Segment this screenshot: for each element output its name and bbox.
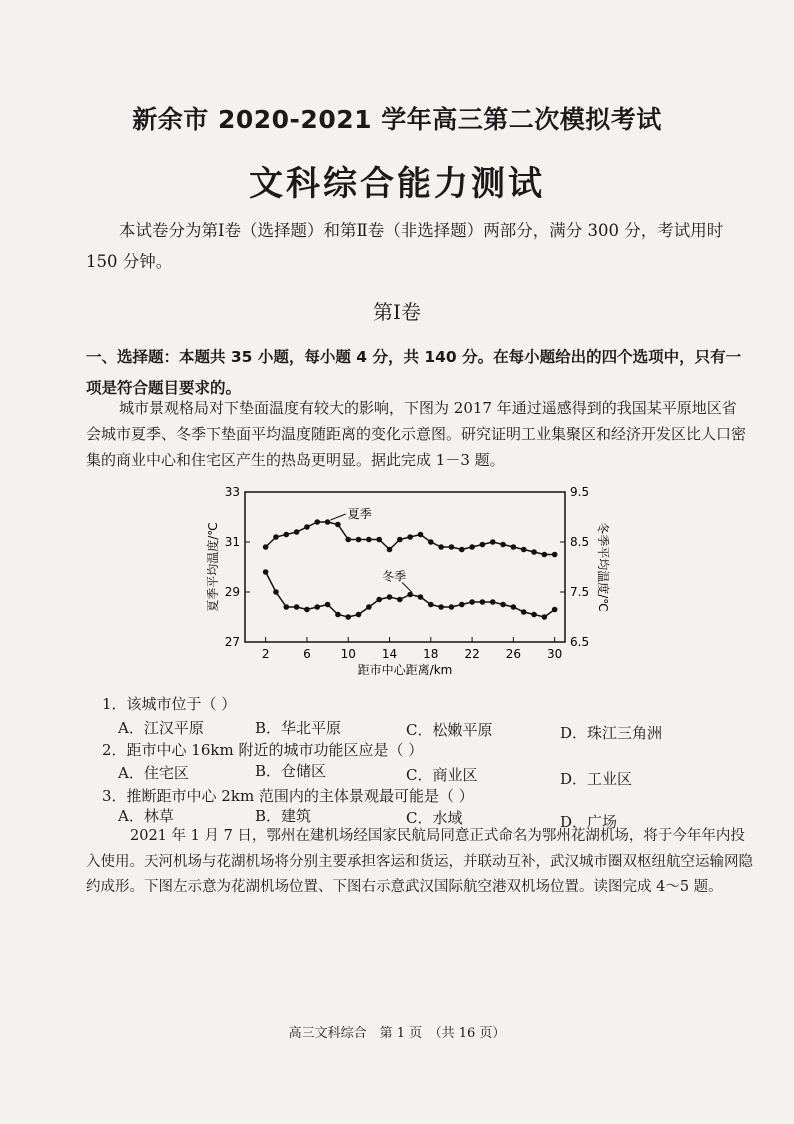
data-point	[459, 547, 465, 553]
data-point	[273, 534, 279, 540]
data-point	[449, 544, 455, 550]
x-tick-label: 2	[261, 647, 270, 661]
data-point	[480, 599, 486, 605]
q3-option-a: A．林草	[118, 807, 174, 825]
data-point	[521, 609, 527, 615]
data-point	[490, 599, 496, 605]
data-point	[263, 569, 269, 575]
data-point	[345, 614, 351, 620]
data-point	[480, 542, 486, 548]
data-point	[449, 604, 455, 610]
x-tick-label: 26	[505, 647, 522, 661]
winter-leader	[402, 583, 412, 593]
section-heading: 一、选择题：本题共 35 小题，每小题 4 分，共 140 分。在每小题给出的四个选项中，只有一项是符合题目要求的。	[86, 348, 742, 397]
data-point	[345, 537, 351, 543]
data-point	[376, 537, 382, 543]
data-point	[294, 529, 300, 535]
y-right-tick-label: 7.5	[570, 585, 590, 599]
data-point	[531, 549, 537, 555]
data-point	[490, 539, 496, 545]
data-point	[418, 532, 424, 538]
data-point	[314, 604, 320, 610]
data-point	[273, 589, 279, 595]
y-left-tick-label: 33	[224, 485, 240, 499]
q2-option-a: A．住宅区	[118, 764, 189, 782]
x-tick-label: 18	[423, 647, 439, 661]
chart-axes	[205, 485, 611, 677]
series-label-summer: 夏季	[347, 507, 372, 521]
data-point	[428, 539, 434, 545]
passage-1: 城市景观格局对下垫面温度有较大的影响，下图为 2017 年通过遥感得到的我国某平原地区省会城市夏季、冬季下垫面平均温度随距离的变化示意图。研究证明工业集聚区和经济开发区比人口密集的商业中心和住宅区产生的热岛更明显。据此完成 1－3 题。	[86, 399, 747, 469]
data-point	[304, 524, 310, 530]
y-right-tick-label: 9.5	[570, 485, 590, 499]
series-label-winter: 冬季	[382, 569, 407, 584]
x-tick-label: 30	[547, 647, 563, 661]
data-point	[511, 544, 517, 550]
data-point	[366, 604, 372, 610]
question-2-stem: 2．距市中心 16km 附近的城市功能区应是（ ）	[102, 741, 424, 759]
data-point	[552, 552, 558, 558]
q3-option-c: C．水域	[406, 809, 463, 827]
y-right-tick-label: 6.5	[570, 635, 590, 649]
data-point	[500, 542, 506, 548]
data-point	[407, 592, 413, 598]
q1-option-b: B．华北平原	[255, 719, 342, 737]
q3-option-b: B．建筑	[255, 807, 312, 825]
data-point	[521, 547, 527, 553]
data-point	[314, 519, 320, 525]
q2-option-d: D．工业区	[560, 770, 633, 788]
data-point	[500, 602, 506, 608]
q1-option-c: C．松嫩平原	[406, 721, 493, 739]
y-right-axis-label: 冬季平均温度/℃	[596, 522, 610, 612]
data-point	[356, 612, 362, 618]
data-point	[397, 537, 403, 543]
data-point	[542, 552, 548, 558]
data-point	[376, 597, 382, 603]
data-point	[511, 604, 517, 610]
y-left-tick-label: 31	[224, 535, 240, 549]
summer-leader	[331, 514, 346, 520]
question-3-stem: 3．推断距市中心 2km 范围内的主体景观最可能是（ ）	[102, 787, 474, 805]
q1-option-a: A．江汉平原	[118, 719, 204, 737]
temperature-chart	[195, 480, 615, 680]
chart-marks	[263, 506, 558, 620]
page-footer: 高三文科综合 第 1 页 （共 16 页）	[288, 1026, 506, 1041]
volume-title: 第Ⅰ卷	[373, 300, 421, 324]
passage-2: 2021 年 1 月 7 日，鄂州在建机场经国家民航局同意正式命名为鄂州花湖机场，将于今年年内投入使用。天河机场与花湖机场将分别主要承担客运和货运，并联动互补，武汉城市圈双枢纽航空运输网隐约成形。下图左示意为花湖机场位置、下图右示意武汉国际航空港双机场位置。读图完成 4～5 题。	[86, 828, 753, 895]
q2-option-c: C．商业区	[406, 766, 478, 784]
x-tick-label: 6	[303, 647, 311, 661]
q2-option-b: B．仓储区	[255, 762, 327, 780]
data-point	[428, 602, 434, 608]
plot-frame	[245, 492, 565, 642]
data-point	[335, 522, 341, 528]
data-point	[325, 602, 331, 608]
y-left-axis-label: 夏季平均温度/℃	[206, 522, 220, 612]
data-point	[283, 532, 289, 538]
data-point	[335, 612, 341, 618]
x-tick-label: 22	[464, 647, 480, 661]
y-left-tick-label: 27	[224, 635, 240, 649]
data-point	[263, 544, 269, 550]
intro-text: 本试卷分为第Ⅰ卷（选择题）和第Ⅱ卷（非选择题）两部分，满分 300 分，考试用时 150 分钟。	[86, 221, 724, 271]
data-point	[356, 537, 362, 543]
data-point	[418, 594, 424, 600]
y-right-tick-label: 8.5	[570, 535, 590, 549]
exam-title: 新余市 2020-2021 学年高三第二次模拟考试	[132, 105, 662, 134]
exam-subtitle: 文科综合能力测试	[249, 164, 545, 204]
data-point	[552, 607, 558, 613]
data-point	[387, 594, 393, 600]
data-point	[283, 604, 289, 610]
data-point	[438, 604, 444, 610]
data-point	[397, 597, 403, 603]
data-point	[459, 602, 465, 608]
question-1-stem: 1．该城市位于（ ）	[102, 695, 237, 713]
data-point	[531, 612, 537, 618]
data-point	[304, 607, 310, 613]
data-point	[438, 544, 444, 550]
x-tick-label: 14	[381, 647, 398, 661]
data-point	[325, 519, 331, 525]
q3-option-d: D．广场	[560, 813, 618, 831]
data-point	[294, 604, 300, 610]
x-tick-label: 10	[340, 647, 356, 661]
data-point	[387, 547, 393, 553]
data-point	[469, 544, 475, 550]
data-point	[407, 534, 413, 540]
y-left-tick-label: 29	[224, 585, 240, 599]
data-point	[542, 614, 548, 620]
q1-option-d: D．珠江三角洲	[560, 724, 663, 742]
x-axis-label: 距市中心距离/km	[357, 663, 453, 677]
data-point	[366, 537, 372, 543]
data-point	[469, 599, 475, 605]
